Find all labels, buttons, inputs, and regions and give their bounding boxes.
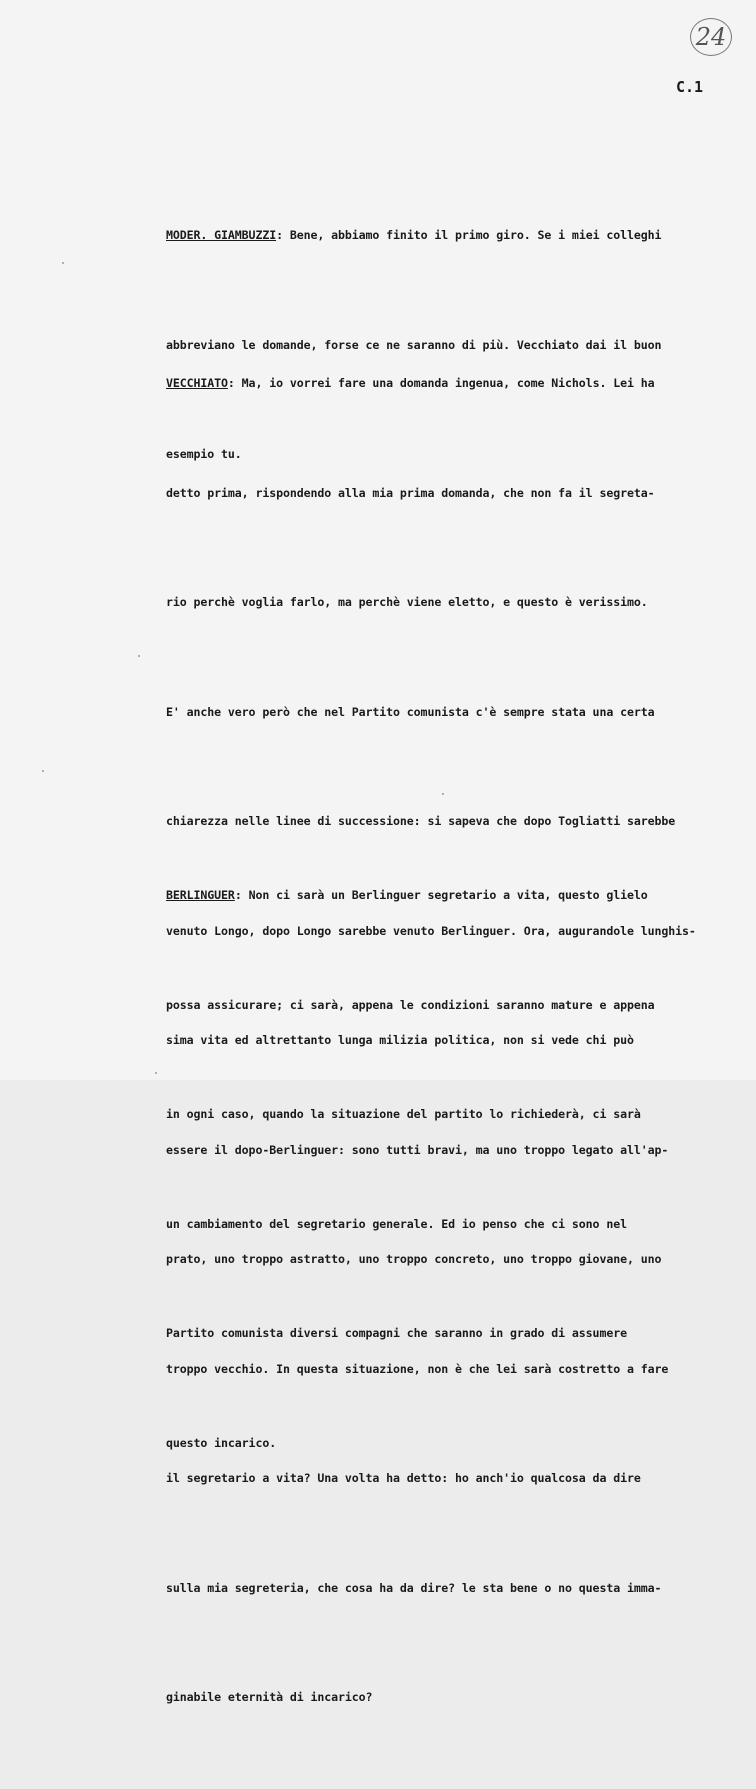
paragraph-line	[166, 217, 736, 254]
paragraph-line: venuto Longo, dopo Longo sarebbe venuto Berlinguer. Ora, augurandole lunghis-	[166, 923, 696, 938]
paragraph-line: ginabile eternità di incarico?	[166, 1690, 373, 1704]
paragraph-line: rio perchè voglia farlo, ma perchè viene eletto, e questo è verissimo.	[166, 595, 648, 609]
paragraph-line: sima vita ed altrettanto lunga milizia politica, non si vede chi può	[166, 1033, 634, 1047]
paper-speck	[62, 262, 64, 264]
paragraph-line: questo incarico.	[166, 1435, 277, 1450]
paragraph-line: E' anche vero però che nel Partito comunista c'è sempre stata una certa	[166, 704, 655, 719]
paragraph-line: sulla mia segreteria, che cosa ha da dire? le sta bene o no questa imma-	[166, 1580, 662, 1595]
paragraph-line: il segretario a vita? Una volta ha detto: ho anch'io qualcosa da dire	[166, 1471, 641, 1485]
paper-speck	[42, 770, 44, 772]
speaker-name: VECCHIATO	[166, 376, 228, 390]
paper-speck	[442, 793, 444, 795]
speaker-name: BERLINGUER	[166, 888, 235, 902]
line-text: : Bene, abbiamo finito il primo giro. Se i miei colleghi	[276, 228, 662, 242]
handwritten-page-number: 24	[690, 18, 732, 56]
paragraph-berlinguer	[166, 804, 736, 1534]
paragraph-line: in ogni caso, quando la situazione del partito lo richiederà, ci sarà	[166, 1107, 641, 1121]
paragraph-line: Partito comunista diversi compagni che saranno in grado di assumere	[166, 1326, 627, 1340]
paragraph-line	[166, 877, 736, 914]
line-text: : Ma, io vorrei fare una domanda ingenua, come Nichols. Lei ha	[227, 376, 655, 390]
paragraph-line: possa assicurare; ci sarà, appena le condizioni saranno mature e appena	[166, 997, 655, 1012]
paper-speck	[138, 655, 140, 657]
paragraph-line: detto prima, rispondendo alla mia prima domanda, che non fa il segreta-	[166, 485, 655, 500]
paragraph-line: essere il dopo-Berlinguer: sono tutti bravi, ma uno troppo legato all'ap-	[166, 1142, 669, 1157]
speaker-name: MODER. GIAMBUZZI	[166, 228, 277, 242]
section-code: C.1	[676, 78, 704, 96]
paragraph-line: chiarezza nelle linee di successione: si sapeva che dopo Togliatti sarebbe	[166, 814, 676, 828]
paragraph-line: esempio tu.	[166, 447, 242, 461]
line-text: : Non ci sarà un Berlinguer segretario a vita, questo glielo	[234, 888, 648, 902]
paragraph-line: abbreviano le domande, forse ce ne saranno di più. Vecchiato dai il buon	[166, 337, 662, 352]
paper-speck	[155, 1072, 157, 1074]
paragraph-line: un cambiamento del segretario generale. Ed io penso che ci sono nel	[166, 1216, 627, 1231]
paragraph-line: troppo vecchio. In questa situazione, non è che lei sarà costretto a fare	[166, 1361, 669, 1376]
paragraph-line: prato, uno troppo astratto, uno troppo concreto, uno troppo giovane, uno	[166, 1252, 662, 1266]
paragraph-line	[166, 365, 736, 402]
